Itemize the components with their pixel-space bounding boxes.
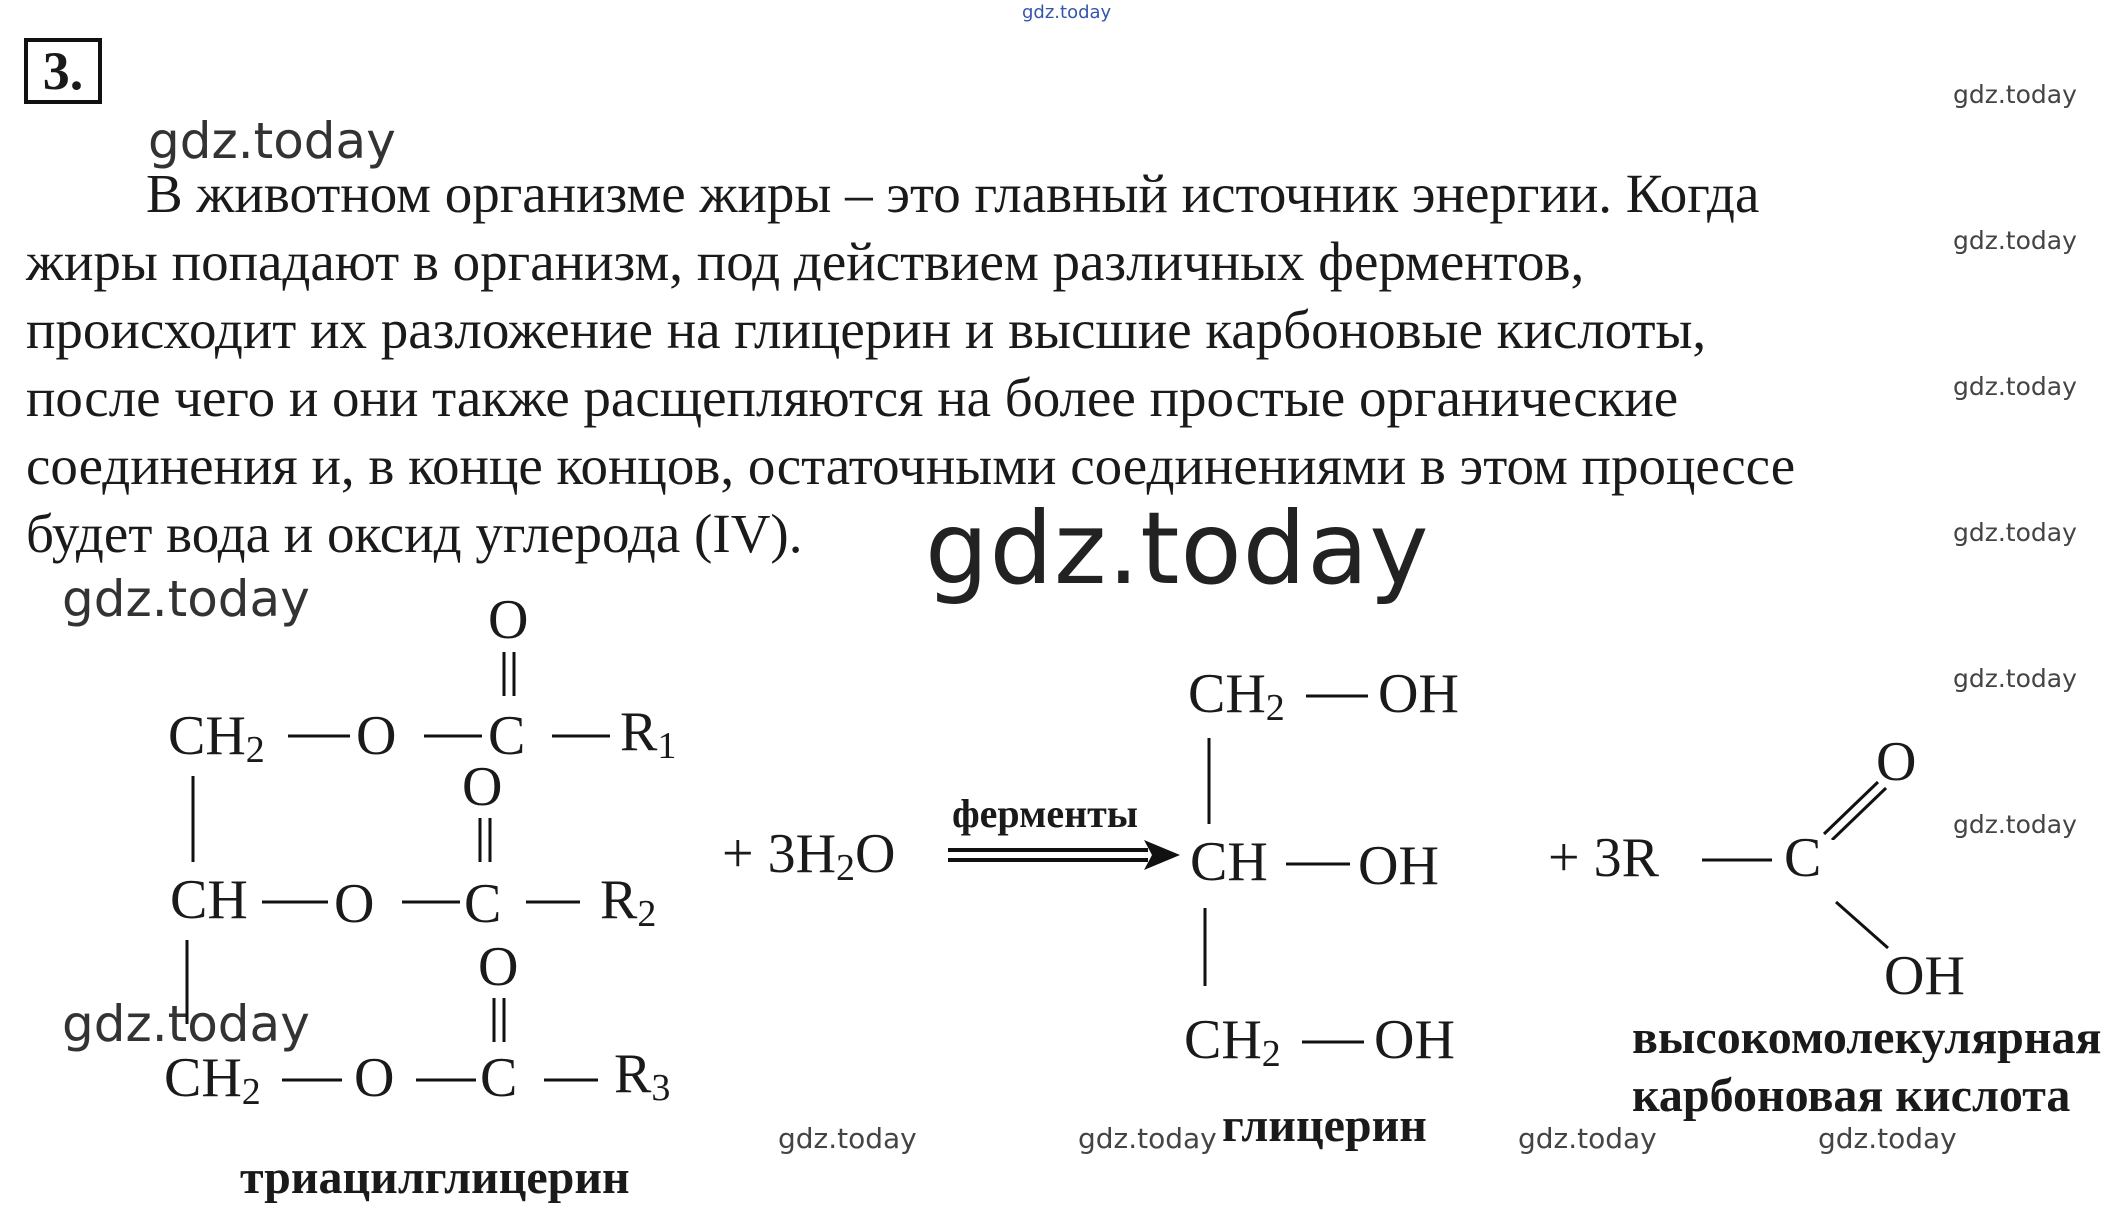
atom-o-top2: O [462, 756, 503, 818]
atom-o-top1: O [488, 589, 529, 651]
glycerol-ch: CH [1190, 831, 1268, 893]
paragraph-line: В животном организме жиры – это главный источник энергии. Когда [146, 163, 1760, 224]
watermark-side: gdz.today [1953, 518, 2077, 547]
arrow-label: ферменты [952, 791, 1138, 836]
atom-ch: CH [170, 869, 248, 931]
bond-vertical [1206, 738, 1212, 824]
glycerol-oh-3: OH [1374, 1009, 1455, 1071]
bond [416, 1078, 476, 1082]
bond-vertical [1202, 908, 1208, 986]
bond [1306, 694, 1368, 698]
acid-c: C [1784, 827, 1822, 889]
product2-name-line1: высокомолекулярная [1632, 1011, 2102, 1064]
watermark-side: gdz.today [1953, 80, 2077, 109]
acid-oh: OH [1884, 945, 1965, 1007]
atom-c-3: C [480, 1047, 518, 1109]
paragraph-line: происходит их разложение на глицерин и высшие карбоновые кислоты, [26, 299, 1707, 360]
glycerol-oh-1: OH [1378, 663, 1459, 725]
task-number: 3. [24, 38, 102, 104]
reactant-name: триацилглицерин [240, 1151, 630, 1204]
double-bond [488, 998, 512, 1042]
glycerol-oh-2: OH [1358, 835, 1439, 897]
watermark-top: gdz.today [1022, 2, 1112, 23]
bond [288, 734, 350, 738]
double-bond [474, 818, 498, 862]
paragraph-line: после чего и они также расщепляются на более простые органические [26, 367, 1679, 428]
bond [1702, 858, 1772, 862]
bond [552, 734, 610, 738]
watermark-left: gdz.today [62, 570, 310, 628]
bond-vertical [190, 776, 196, 862]
atom-o-2: O [334, 873, 375, 935]
atom-r3: $R_3$ [614, 1043, 671, 1109]
bond-diagonal [1834, 900, 1890, 950]
watermark-bottom: gdz.today [1518, 1122, 1657, 1155]
atom-c-2: C [464, 873, 502, 935]
atom-o-1: O [356, 705, 397, 767]
bond [526, 900, 580, 904]
glycerol-ch2-1: $CH_2$ [1188, 663, 1285, 729]
watermark-side: gdz.today [1953, 226, 2077, 255]
watermark-left: gdz.today [62, 995, 310, 1053]
atom-c-1: C [488, 705, 526, 767]
paragraph-line: соединения и, в конце концов, остаточными соединениями в этом процессе [26, 435, 1796, 496]
watermark-bottom: gdz.today [1078, 1122, 1217, 1155]
watermark-bottom: gdz.today [778, 1122, 917, 1155]
bond [1302, 1040, 1364, 1044]
product2-name-line2: карбоновая кислота [1632, 1069, 2071, 1122]
paragraph-line: жиры попадают в организм, под действием различных ферментов, [26, 231, 1585, 292]
bond [1286, 862, 1350, 866]
bond-vertical [184, 940, 190, 1024]
bond [402, 900, 460, 904]
product1-name: глицерин [1222, 1099, 1427, 1152]
watermark-side: gdz.today [1953, 664, 2077, 693]
watermark-side: gdz.today [1953, 810, 2077, 839]
watermark-big: gdz.today [925, 490, 1430, 607]
product2-coef: + 3R [1548, 827, 1659, 889]
atom-ch2-3: $CH_2$ [164, 1047, 261, 1113]
paragraph-line: будет вода и оксид углерода (IV). [26, 503, 803, 564]
bond [544, 1078, 598, 1082]
atom-ch2-1: $CH_2$ [168, 705, 265, 771]
reaction-arrow [948, 838, 1180, 874]
watermark-bottom: gdz.today [1818, 1122, 1957, 1155]
atom-r2: $R_2$ [600, 869, 657, 935]
acid-o: O [1876, 731, 1917, 793]
watermark-side: gdz.today [1953, 372, 2077, 401]
bond [262, 900, 328, 904]
atom-o-3: O [354, 1047, 395, 1109]
atom-r1: $R_1$ [620, 701, 677, 767]
atom-o-top3: O [478, 936, 519, 998]
double-bond [498, 652, 522, 696]
watermark-mid: gdz.today [148, 112, 396, 170]
bond [424, 734, 482, 738]
bond [282, 1078, 342, 1082]
glycerol-ch2-3: $CH_2$ [1184, 1009, 1281, 1075]
reagent-water: + $3H_2O$ [722, 823, 896, 889]
